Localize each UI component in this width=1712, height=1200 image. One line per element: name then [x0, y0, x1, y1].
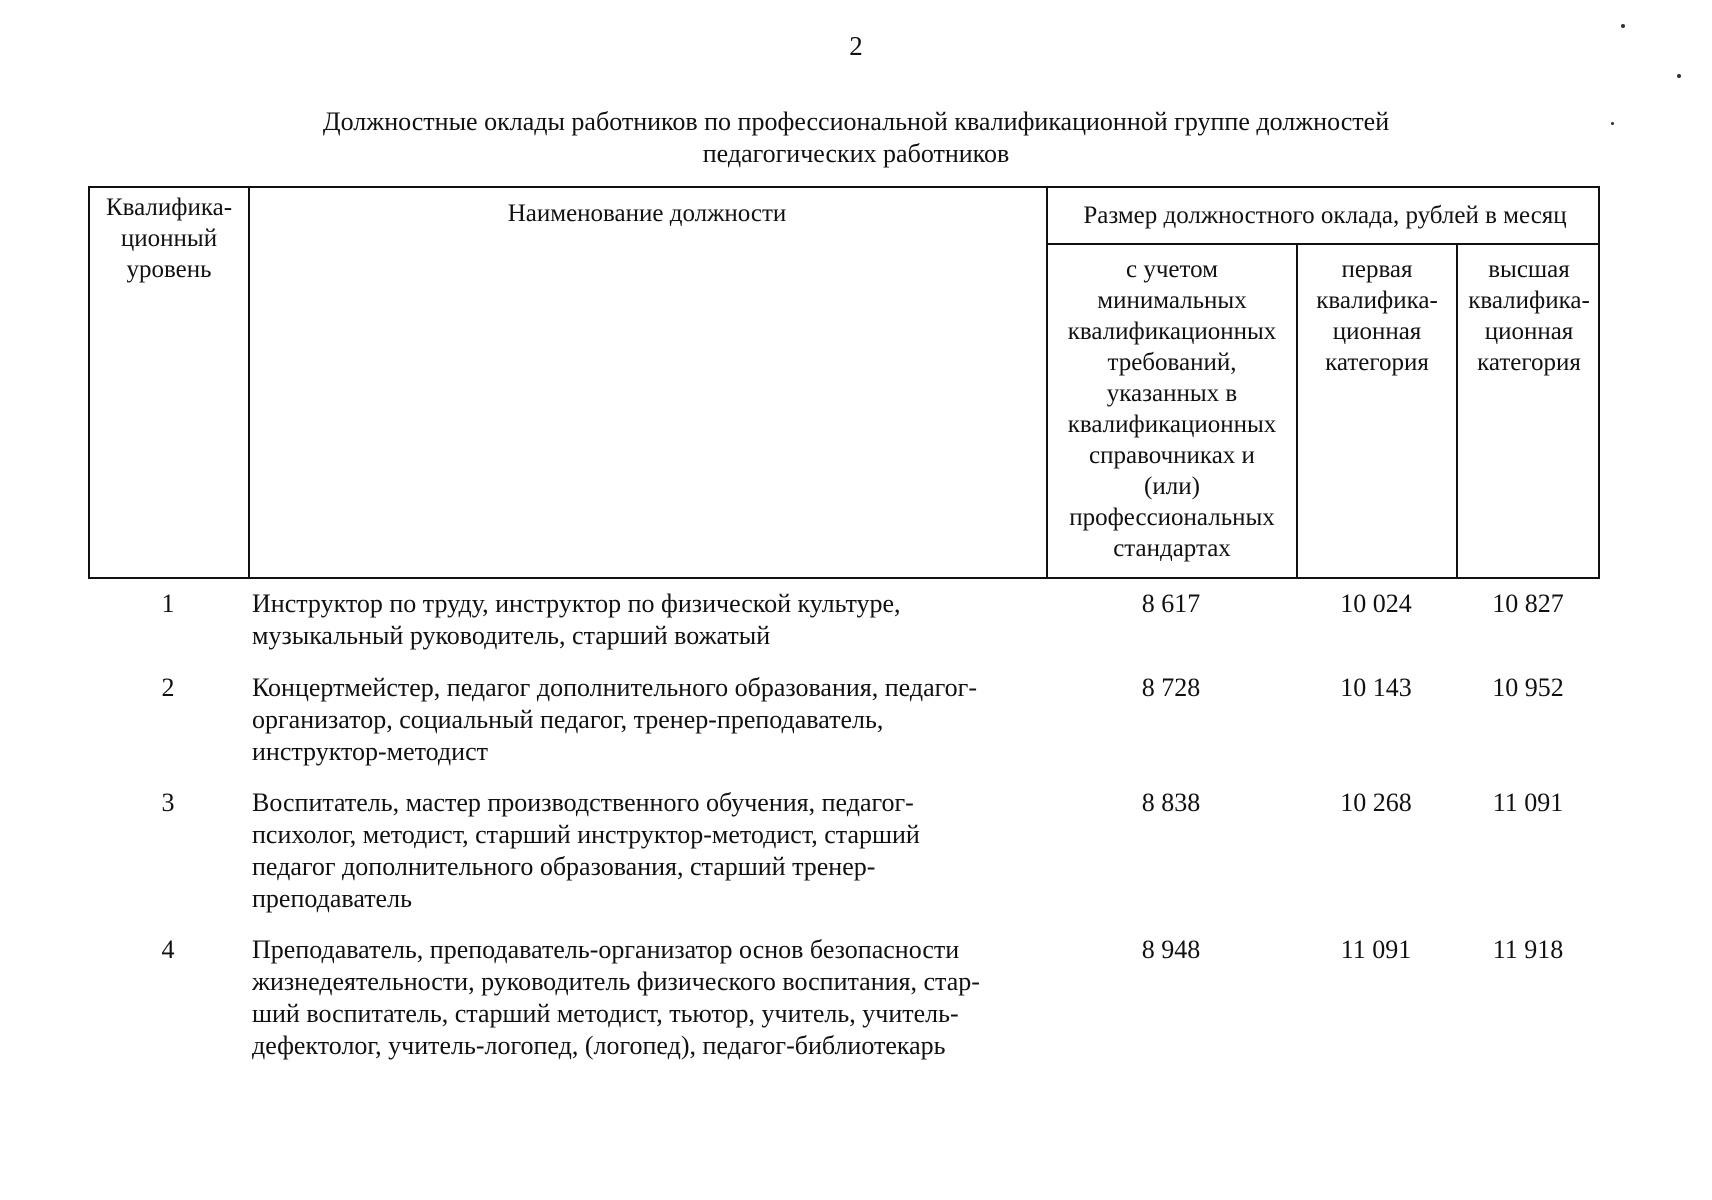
- header-highest-category: высшая квалифика- ционная категория: [1468, 256, 1590, 376]
- row-highest-category-salary: 10 952: [1492, 673, 1564, 702]
- scan-speck: [1621, 24, 1625, 28]
- divider-level-position: [248, 188, 250, 577]
- row-position: Преподаватель, преподаватель-организатор основ безопасности жизнедеятельности, руководитель физического воспитания, стар- ший воспитатель, старший методист, тьютор, учитель, учитель- дефектолог, учитель-логопед, (логопед), педагог-библиотекарь: [252, 935, 980, 1060]
- header-salary-group: Размер должностного оклада, рублей в месяц: [1083, 202, 1567, 229]
- divider-salary-group: [1046, 243, 1598, 245]
- row-first-category-salary: 10 268: [1340, 788, 1412, 817]
- row-first-category-salary: 10 024: [1340, 589, 1412, 618]
- salary-table-header: [88, 186, 1600, 579]
- row-first-category-salary: 10 143: [1340, 673, 1412, 702]
- row-level: 2: [161, 673, 175, 702]
- scan-speck: [1611, 122, 1614, 125]
- row-highest-category-salary: 11 091: [1492, 788, 1564, 817]
- row-position: Инструктор по труду, инструктор по физической культуре, музыкальный руководитель, старший вожатый: [252, 589, 901, 650]
- header-position: Наименование должности: [507, 200, 787, 227]
- scan-speck: [1677, 74, 1681, 78]
- row-base-salary: 8 617: [1141, 589, 1201, 618]
- document-title: [200, 106, 1512, 170]
- row-level: 3: [161, 788, 175, 817]
- row-first-category-salary: 11 091: [1340, 935, 1412, 964]
- page-number: 2: [849, 31, 863, 61]
- row-level: 1: [161, 589, 175, 618]
- row-level: 4: [161, 935, 175, 964]
- row-base-salary: 8 948: [1141, 935, 1201, 964]
- header-base-salary: с учетом минимальных квалификационных требований, указанных в квалификационных справочниках и (или) профессиональных стандартах: [1067, 256, 1277, 562]
- row-position: Воспитатель, мастер производственного обучения, педагог- психолог, методист, старший инструктор-методист, старший педагог дополнительного образования, старший тренер- преподаватель: [252, 788, 920, 913]
- row-highest-category-salary: 10 827: [1492, 589, 1564, 618]
- title-line-2: педагогических работников: [702, 139, 1010, 168]
- header-level: Квалифика- ционный уровень: [105, 194, 233, 283]
- row-highest-category-salary: 11 918: [1492, 935, 1564, 964]
- row-base-salary: 8 838: [1141, 788, 1201, 817]
- row-base-salary: 8 728: [1141, 673, 1201, 702]
- row-position: Концертмейстер, педагог дополнительного образования, педагог- организатор, социальный педагог, тренер-преподаватель, инструктор-методист: [252, 673, 977, 766]
- header-first-category: первая квалифика- ционная категория: [1316, 256, 1438, 376]
- title-line-1: Должностные оклады работников по профессиональной квалификационной группе должностей: [322, 107, 1390, 136]
